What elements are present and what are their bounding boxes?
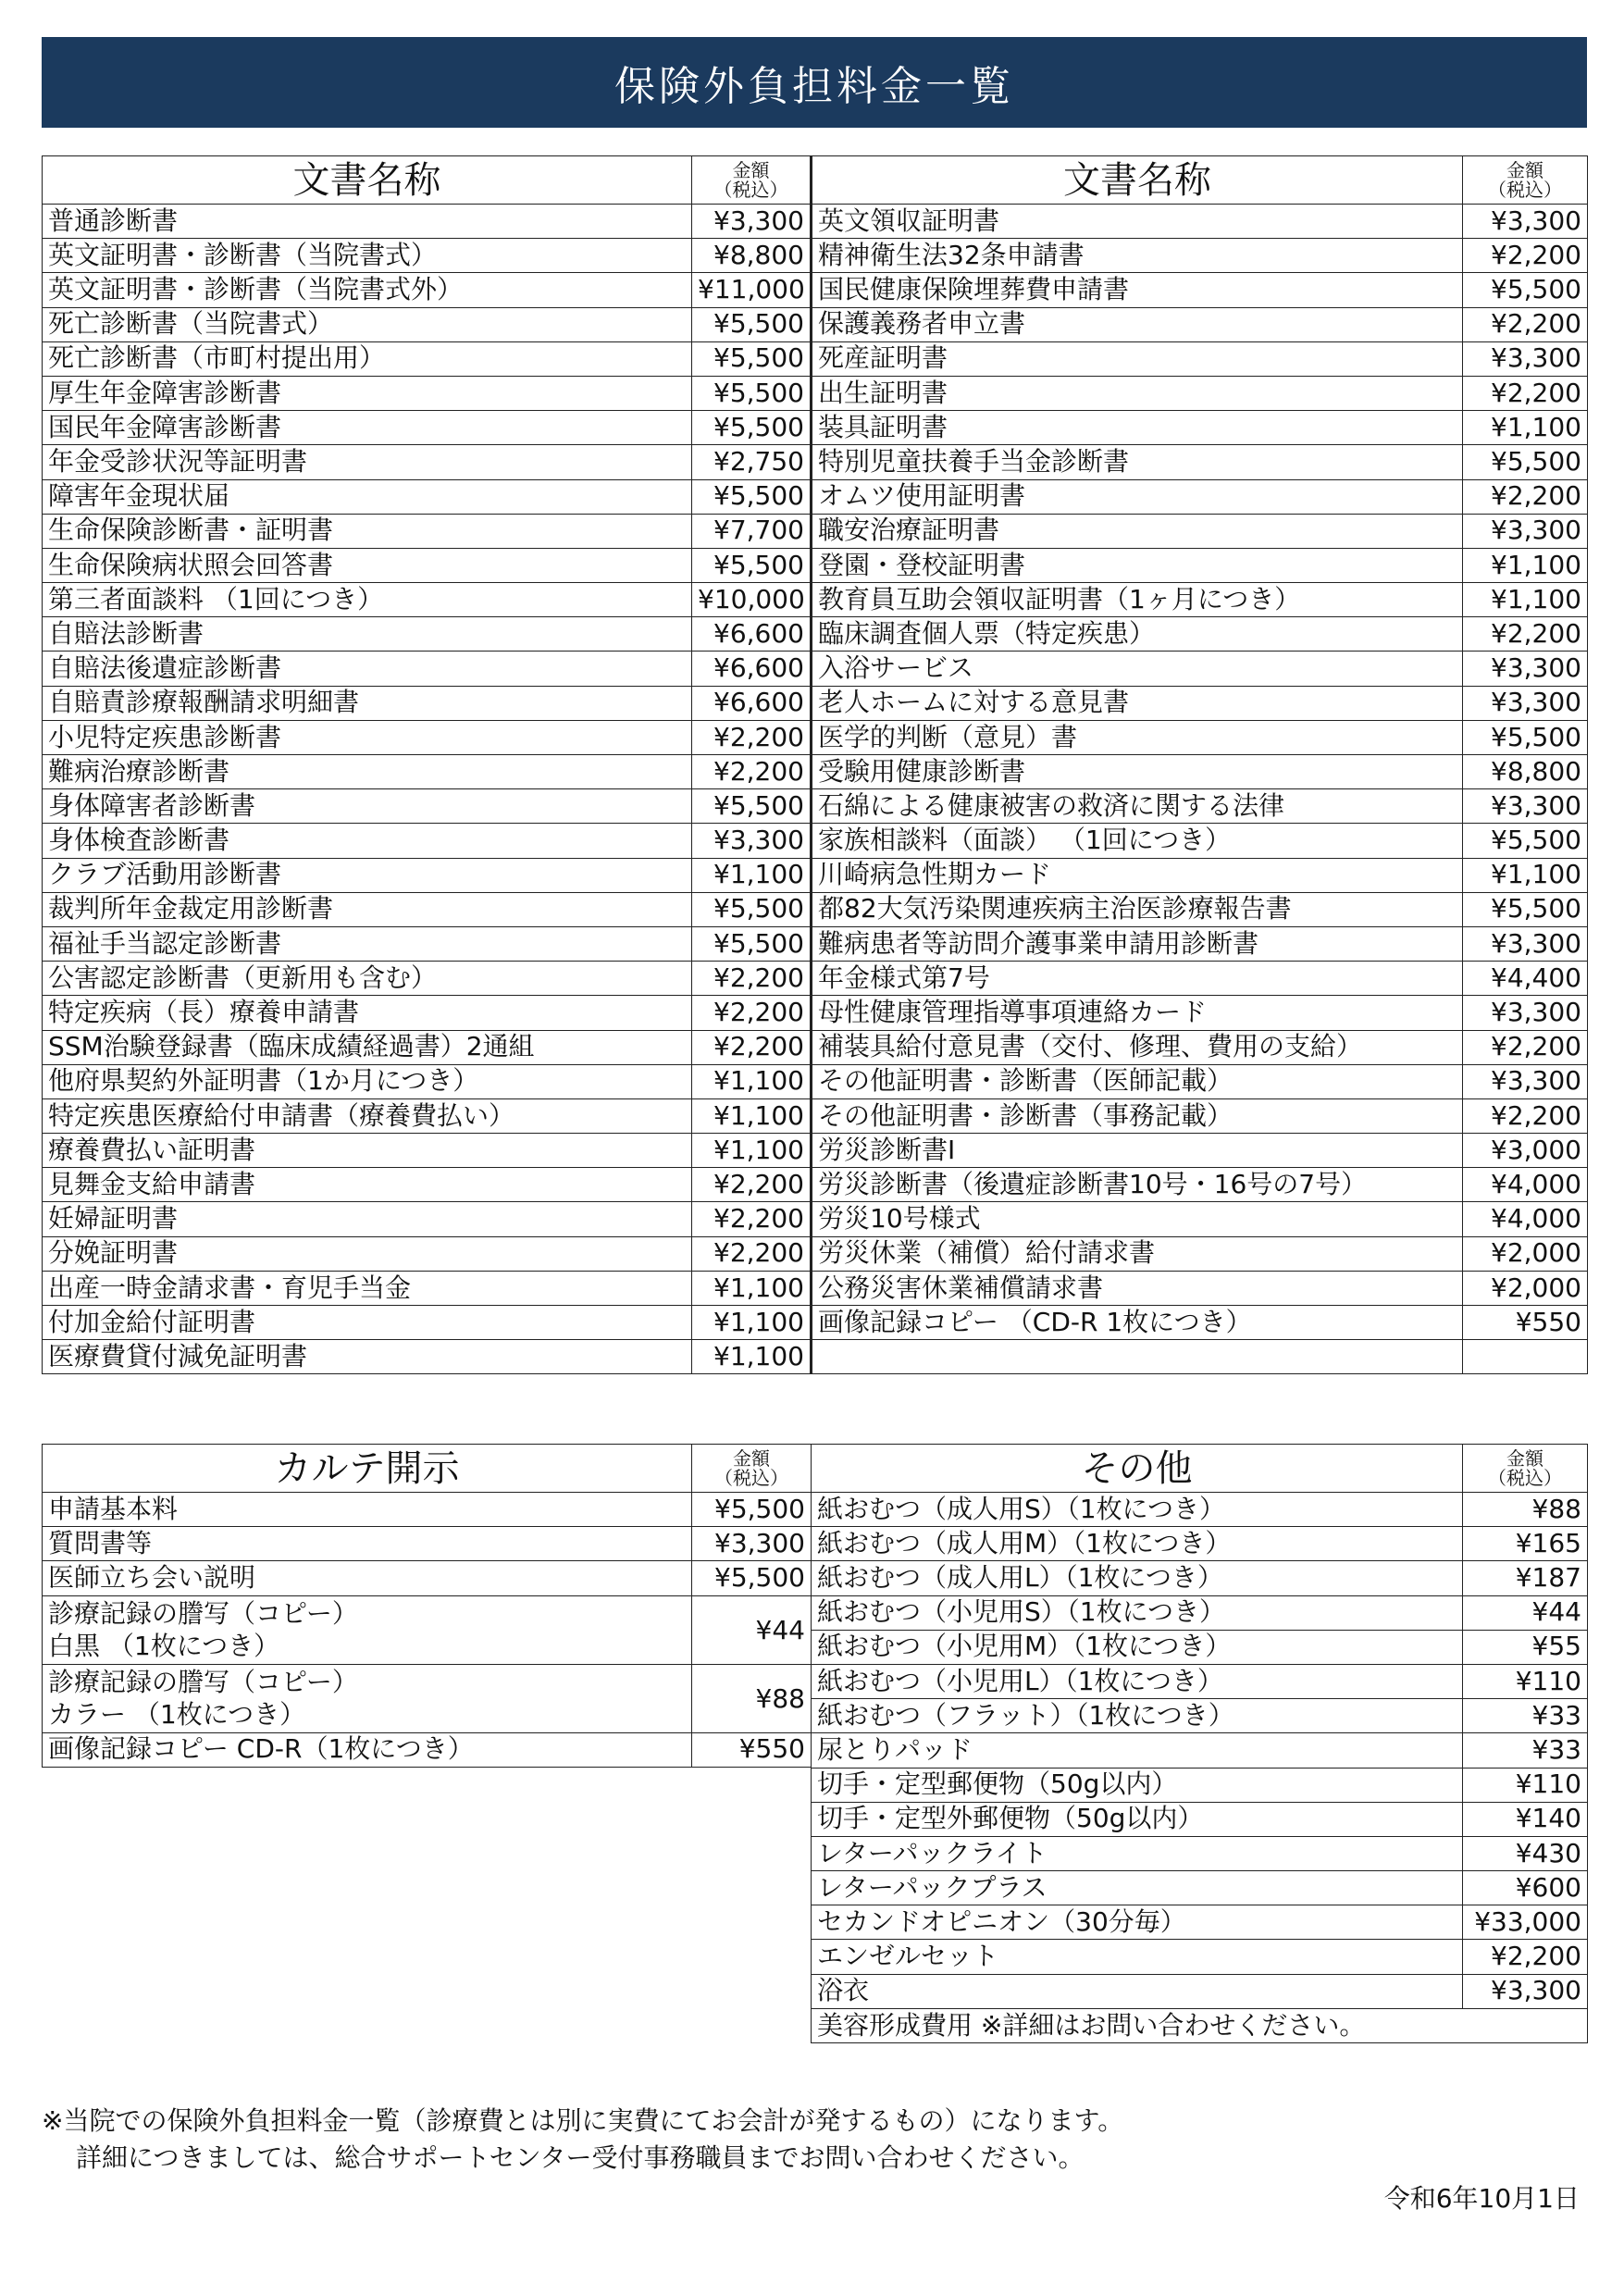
other-item-name: レターパックライト	[812, 1836, 1463, 1870]
doc-price: ¥2,750	[692, 445, 812, 479]
doc-price: ¥1,100	[1463, 548, 1588, 582]
table-row	[43, 1561, 812, 1595]
table-row	[43, 1168, 1588, 1202]
doc-price: ¥5,500	[692, 789, 812, 824]
doc-name: 画像記録コピー （CD-R 1枚につき）	[812, 1306, 1463, 1340]
doc-name: 付加金給付証明書	[43, 1306, 692, 1340]
table-row	[812, 1974, 1588, 2008]
table-row	[43, 686, 1588, 720]
doc-name-header-left: 文書名称	[43, 156, 692, 205]
doc-name: 精神衛生法32条申請書	[812, 239, 1463, 273]
other-item-name: レターパックプラス	[812, 1871, 1463, 1905]
table-row	[43, 1493, 812, 1527]
doc-price: ¥3,300	[692, 824, 812, 858]
doc-price: ¥4,000	[1463, 1202, 1588, 1236]
doc-price: ¥2,200	[692, 1168, 812, 1202]
doc-price: ¥550	[1463, 1306, 1588, 1340]
doc-price: ¥5,500	[1463, 445, 1588, 479]
karte-item-price: ¥5,500	[692, 1561, 812, 1595]
doc-name: その他証明書・診断書（事務記載）	[812, 1098, 1463, 1133]
doc-price: ¥3,300	[692, 205, 812, 239]
table-row	[43, 1236, 1588, 1271]
doc-price: ¥5,500	[1463, 824, 1588, 858]
table-row	[43, 892, 1588, 926]
other-item-price: ¥44	[1463, 1595, 1588, 1630]
table-row	[812, 1527, 1588, 1561]
doc-price: ¥8,800	[1463, 755, 1588, 789]
doc-name: 出産一時金請求書・育児手当金	[43, 1271, 692, 1305]
doc-name: 分娩証明書	[43, 1236, 692, 1271]
table-row	[43, 1202, 1588, 1236]
karte-item-price: ¥3,300	[692, 1527, 812, 1561]
other-item-price: ¥430	[1463, 1836, 1588, 1870]
doc-price: ¥3,300	[1463, 686, 1588, 720]
empty-cell	[1463, 1340, 1588, 1374]
table-row	[43, 720, 1588, 754]
doc-name: 自賠法後遺症診断書	[43, 652, 692, 686]
doc-name: 自賠法診断書	[43, 617, 692, 652]
other-item-name: 切手・定型外郵便物（50g以内）	[812, 1802, 1463, 1836]
table-row	[43, 858, 1588, 892]
doc-name: 労災診断書Ⅰ	[812, 1134, 1463, 1168]
other-fees-table	[811, 1444, 1588, 2043]
table-row	[812, 1905, 1588, 1940]
doc-price: ¥2,200	[692, 755, 812, 789]
doc-price: ¥5,500	[692, 479, 812, 514]
table-row	[812, 1768, 1588, 1802]
table-row	[43, 239, 1588, 273]
doc-price: ¥3,300	[1463, 514, 1588, 548]
doc-price: ¥1,100	[692, 1064, 812, 1098]
doc-price: ¥3,300	[1463, 789, 1588, 824]
doc-price: ¥1,100	[692, 1271, 812, 1305]
table-row	[43, 996, 1588, 1030]
table-row	[43, 755, 1588, 789]
doc-price: ¥2,200	[1463, 1098, 1588, 1133]
other-item-name: 切手・定型郵便物（50g以内）	[812, 1768, 1463, 1802]
karte-item-price: ¥88	[692, 1664, 812, 1732]
table-row	[43, 1527, 812, 1561]
doc-name: 年金受診状況等証明書	[43, 445, 692, 479]
doc-name: その他証明書・診断書（医師記載）	[812, 1064, 1463, 1098]
table-row	[812, 1802, 1588, 1836]
doc-price: ¥4,400	[1463, 962, 1588, 996]
doc-price: ¥3,300	[1463, 652, 1588, 686]
table-row	[43, 1306, 1588, 1340]
doc-price: ¥2,200	[1463, 617, 1588, 652]
table-row	[812, 1940, 1588, 1974]
karte-item-name: 診療記録の謄写（コピー） カラー （1枚につき）	[43, 1664, 692, 1732]
doc-name: 労災10号様式	[812, 1202, 1463, 1236]
doc-price: ¥1,100	[692, 1098, 812, 1133]
doc-name: 生命保険病状照会回答書	[43, 548, 692, 582]
doc-price: ¥10,000	[692, 583, 812, 617]
table-header-row	[812, 1445, 1588, 1493]
other-item-name: 紙おむつ（小児用L）（1枚につき）	[812, 1664, 1463, 1698]
doc-name: 生命保険診断書・証明書	[43, 514, 692, 548]
issue-date: 令和6年10月1日	[1383, 2183, 1580, 2214]
table-row	[43, 341, 1588, 376]
doc-price: ¥2,000	[1463, 1236, 1588, 1271]
doc-name: 難病治療診断書	[43, 755, 692, 789]
table-row	[43, 205, 1588, 239]
table-row	[43, 376, 1588, 410]
footnote-contact: 詳細につきましては、総合サポートセンター受付事務職員までお問い合わせください。	[76, 2142, 1085, 2173]
amount-header-other: 金額 （税込）	[1463, 1445, 1588, 1493]
doc-price: ¥1,100	[1463, 411, 1588, 445]
doc-name: 障害年金現状届	[43, 479, 692, 514]
doc-price: ¥1,100	[1463, 858, 1588, 892]
doc-price: ¥5,500	[692, 926, 812, 961]
table-row	[43, 1030, 1588, 1064]
doc-price: ¥2,200	[692, 1202, 812, 1236]
doc-name: 川崎病急性期カード	[812, 858, 1463, 892]
doc-name: 職安治療証明書	[812, 514, 1463, 548]
doc-name: 妊婦証明書	[43, 1202, 692, 1236]
other-item-price: ¥3,300	[1463, 1974, 1588, 2008]
doc-name: 老人ホームに対する意見書	[812, 686, 1463, 720]
other-item-name: セカンドオピニオン（30分毎）	[812, 1905, 1463, 1940]
doc-name: 公務災害休業補償請求書	[812, 1271, 1463, 1305]
doc-name: 身体検査診断書	[43, 824, 692, 858]
doc-price: ¥11,000	[692, 273, 812, 307]
doc-price: ¥1,100	[1463, 583, 1588, 617]
table-row	[43, 548, 1588, 582]
other-item-name: 紙おむつ（小児用M）（1枚につき）	[812, 1630, 1463, 1664]
doc-price: ¥6,600	[692, 652, 812, 686]
doc-name: 都82大気汚染関連疾病主治医診療報告書	[812, 892, 1463, 926]
table-row	[812, 1699, 1588, 1733]
karte-item-price: ¥550	[692, 1732, 812, 1767]
doc-name: 教育員互助会領収証明書（1ヶ月につき）	[812, 583, 1463, 617]
doc-name: 労災休業（補償）給付請求書	[812, 1236, 1463, 1271]
doc-price: ¥3,300	[1463, 996, 1588, 1030]
doc-name: 公害認定診断書（更新用も含む）	[43, 962, 692, 996]
doc-name: 身体障害者診断書	[43, 789, 692, 824]
doc-price: ¥3,300	[1463, 341, 1588, 376]
doc-name: 国民健康保険埋葬費申請書	[812, 273, 1463, 307]
other-item-name: 浴衣	[812, 1974, 1463, 2008]
other-item-price: ¥55	[1463, 1630, 1588, 1664]
other-item-price: ¥165	[1463, 1527, 1588, 1561]
doc-name: 英文証明書・診断書（当院書式）	[43, 239, 692, 273]
doc-name: 難病患者等訪問介護事業申請用診断書	[812, 926, 1463, 961]
other-item-name: 紙おむつ（成人用L）（1枚につき）	[812, 1561, 1463, 1595]
doc-name-header-right: 文書名称	[812, 156, 1463, 205]
other-item-price: ¥187	[1463, 1561, 1588, 1595]
table-row	[812, 1493, 1588, 1527]
karte-disclosure-table	[42, 1444, 812, 1768]
doc-price: ¥6,600	[692, 617, 812, 652]
table-row	[812, 1871, 1588, 1905]
table-row	[43, 926, 1588, 961]
doc-name: 他府県契約外証明書（1か月につき）	[43, 1064, 692, 1098]
table-row	[812, 1733, 1588, 1768]
doc-name: 入浴サービス	[812, 652, 1463, 686]
doc-price: ¥7,700	[692, 514, 812, 548]
other-item-price: ¥140	[1463, 1802, 1588, 1836]
doc-name: 療養費払い証明書	[43, 1134, 692, 1168]
doc-name: 石綿による健康被害の救済に関する法律	[812, 789, 1463, 824]
other-item-price: ¥33	[1463, 1733, 1588, 1768]
doc-price: ¥5,500	[1463, 892, 1588, 926]
doc-price: ¥1,100	[692, 1306, 812, 1340]
doc-name: 保護義務者申立書	[812, 307, 1463, 341]
doc-price: ¥1,100	[692, 1134, 812, 1168]
table-row	[43, 652, 1588, 686]
doc-name: 国民年金障害診断書	[43, 411, 692, 445]
table-row	[43, 1064, 1588, 1098]
other-item-price: ¥33	[1463, 1699, 1588, 1733]
table-row	[812, 2008, 1588, 2042]
doc-name: 特定疾病（長）療養申請書	[43, 996, 692, 1030]
table-row	[43, 514, 1588, 548]
doc-name: 出生証明書	[812, 376, 1463, 410]
doc-price: ¥3,000	[1463, 1134, 1588, 1168]
doc-name: 登園・登校証明書	[812, 548, 1463, 582]
doc-price: ¥2,000	[1463, 1271, 1588, 1305]
footnote: ※当院での保険外負担料金一覧（診療費とは別に実費にてお会計が発するもの）になります。	[42, 2105, 1124, 2136]
other-item-name: 尿とりパッド	[812, 1733, 1463, 1768]
empty-cell	[812, 1340, 1463, 1374]
table-row	[43, 617, 1588, 652]
table-row	[812, 1595, 1588, 1630]
doc-name: 装具証明書	[812, 411, 1463, 445]
page-title-banner	[42, 37, 1587, 128]
table-row	[812, 1561, 1588, 1595]
doc-name: 英文領収証明書	[812, 205, 1463, 239]
doc-price: ¥5,500	[692, 411, 812, 445]
doc-name: 死亡診断書（当院書式）	[43, 307, 692, 341]
doc-price: ¥2,200	[1463, 376, 1588, 410]
doc-price: ¥2,200	[1463, 1030, 1588, 1064]
doc-price: ¥2,200	[692, 1030, 812, 1064]
table-row	[43, 1134, 1588, 1168]
amount-header-right: 金額 （税込）	[1463, 156, 1588, 205]
doc-price: ¥1,100	[692, 1340, 812, 1374]
other-item-price: ¥2,200	[1463, 1940, 1588, 1974]
doc-name: 家族相談料（面談） （1回につき）	[812, 824, 1463, 858]
other-header: その他	[812, 1445, 1463, 1493]
doc-name: 受験用健康診断書	[812, 755, 1463, 789]
table-row	[43, 1340, 1588, 1374]
karte-item-name: 質問書等	[43, 1527, 692, 1561]
other-item-price: ¥110	[1463, 1768, 1588, 1802]
doc-price: ¥6,600	[692, 686, 812, 720]
table-row	[43, 479, 1588, 514]
doc-price: ¥2,200	[692, 962, 812, 996]
doc-price: ¥5,500	[1463, 720, 1588, 754]
karte-item-name: 画像記録コピー CD-R（1枚につき）	[43, 1732, 692, 1767]
amount-header-karte: 金額 （税込）	[692, 1445, 812, 1493]
doc-name: 第三者面談料 （1回につき）	[43, 583, 692, 617]
doc-name: 英文証明書・診断書（当院書式外）	[43, 273, 692, 307]
doc-price: ¥1,100	[692, 858, 812, 892]
doc-price: ¥5,500	[692, 376, 812, 410]
doc-price: ¥2,200	[692, 720, 812, 754]
doc-name: 死産証明書	[812, 341, 1463, 376]
amount-header-left: 金額 （税込）	[692, 156, 812, 205]
doc-name: 福祉手当認定診断書	[43, 926, 692, 961]
table-row	[812, 1836, 1588, 1870]
doc-price: ¥3,300	[1463, 926, 1588, 961]
table-row	[43, 445, 1588, 479]
table-row	[43, 1271, 1588, 1305]
table-row	[812, 1630, 1588, 1664]
doc-price: ¥2,200	[692, 996, 812, 1030]
other-item-name: 紙おむつ（成人用M）（1枚につき）	[812, 1527, 1463, 1561]
doc-name: SSM治験登録書（臨床成績経過書）2通組	[43, 1030, 692, 1064]
doc-price: ¥5,500	[692, 548, 812, 582]
karte-item-name: 診療記録の謄写（コピー） 白黒 （1枚につき）	[43, 1595, 692, 1664]
doc-price: ¥3,300	[1463, 205, 1588, 239]
table-row	[43, 1595, 812, 1664]
page-title: 保険外負担料金一覧	[614, 63, 1014, 110]
other-item-price: ¥88	[1463, 1493, 1588, 1527]
karte-item-name: 医師立ち会い説明	[43, 1561, 692, 1595]
other-item-price: ¥33,000	[1463, 1905, 1588, 1940]
karte-item-price: ¥44	[692, 1595, 812, 1664]
doc-price: ¥5,500	[1463, 273, 1588, 307]
doc-name: 自賠責診療報酬請求明細書	[43, 686, 692, 720]
doc-name: 補装具給付意見書（交付、修理、費用の支給）	[812, 1030, 1463, 1064]
table-row	[43, 307, 1588, 341]
table-row	[812, 1664, 1588, 1698]
other-item-name: 紙おむつ（小児用S）（1枚につき）	[812, 1595, 1463, 1630]
table-row	[43, 411, 1588, 445]
doc-name: 労災診断書（後遺症診断書10号・16号の7号）	[812, 1168, 1463, 1202]
karte-item-price: ¥5,500	[692, 1493, 812, 1527]
table-row	[43, 273, 1588, 307]
doc-price: ¥2,200	[1463, 239, 1588, 273]
karte-item-name: 申請基本料	[43, 1493, 692, 1527]
doc-name: 医学的判断（意見）書	[812, 720, 1463, 754]
table-row	[43, 789, 1588, 824]
table-row	[43, 1664, 812, 1732]
doc-name: 普通診断書	[43, 205, 692, 239]
table-header-row	[43, 1445, 812, 1493]
other-item-name: 紙おむつ（フラット）（1枚につき）	[812, 1699, 1463, 1733]
doc-name: 小児特定疾患診断書	[43, 720, 692, 754]
doc-price: ¥4,000	[1463, 1168, 1588, 1202]
table-header-row	[43, 156, 1588, 205]
documents-fee-table	[42, 155, 1588, 1374]
other-item-name: エンゼルセット	[812, 1940, 1463, 1974]
table-row	[43, 824, 1588, 858]
table-row	[43, 583, 1588, 617]
doc-price: ¥5,500	[692, 892, 812, 926]
other-item-price: ¥110	[1463, 1664, 1588, 1698]
doc-name: 特定疾患医療給付申請書（療養費払い）	[43, 1098, 692, 1133]
doc-name: 臨床調査個人票（特定疾患）	[812, 617, 1463, 652]
doc-name: 厚生年金障害診断書	[43, 376, 692, 410]
doc-price: ¥5,500	[692, 341, 812, 376]
doc-name: オムツ使用証明書	[812, 479, 1463, 514]
doc-price: ¥2,200	[1463, 307, 1588, 341]
table-row	[43, 1732, 812, 1767]
doc-name: 医療費貸付減免証明書	[43, 1340, 692, 1374]
other-item-name: 紙おむつ（成人用S）（1枚につき）	[812, 1493, 1463, 1527]
other-note: 美容形成費用 ※詳細はお問い合わせください。	[812, 2008, 1588, 2042]
doc-price: ¥3,300	[1463, 1064, 1588, 1098]
doc-price: ¥5,500	[692, 307, 812, 341]
doc-name: 死亡診断書（市町村提出用）	[43, 341, 692, 376]
doc-name: 裁判所年金裁定用診断書	[43, 892, 692, 926]
doc-name: 母性健康管理指導事項連絡カード	[812, 996, 1463, 1030]
doc-price: ¥2,200	[692, 1236, 812, 1271]
doc-name: 見舞金支給申請書	[43, 1168, 692, 1202]
table-row	[43, 1098, 1588, 1133]
doc-name: クラブ活動用診断書	[43, 858, 692, 892]
other-item-price: ¥600	[1463, 1871, 1588, 1905]
karte-header: カルテ開示	[43, 1445, 692, 1493]
table-row	[43, 962, 1588, 996]
doc-price: ¥2,200	[1463, 479, 1588, 514]
doc-name: 特別児童扶養手当金診断書	[812, 445, 1463, 479]
doc-name: 年金様式第7号	[812, 962, 1463, 996]
doc-price: ¥8,800	[692, 239, 812, 273]
